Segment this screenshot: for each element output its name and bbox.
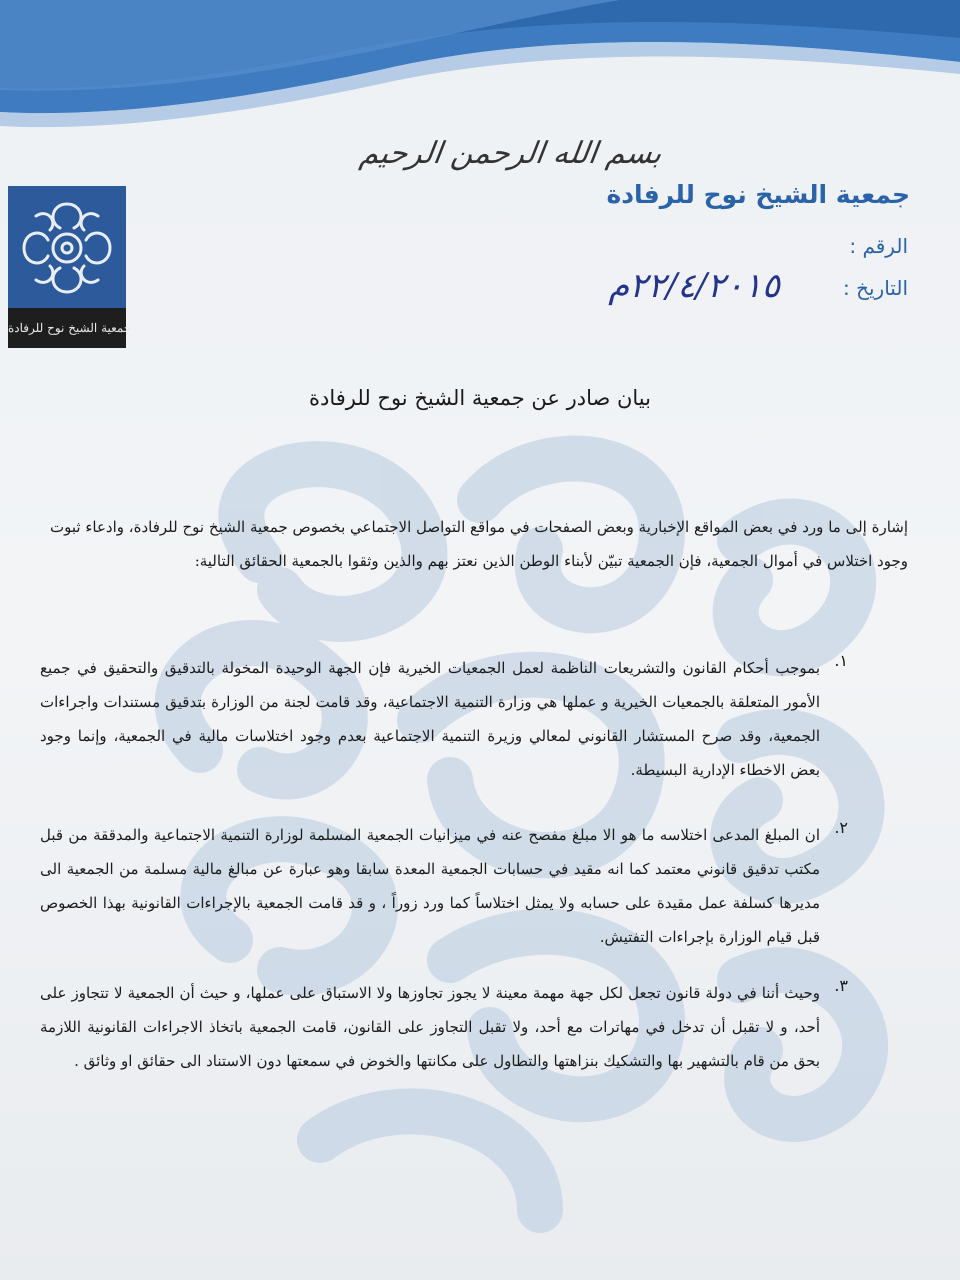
header-wave-band bbox=[0, 0, 960, 140]
item-number: ١. bbox=[834, 651, 848, 670]
item-number: ٣. bbox=[834, 976, 848, 995]
handwritten-date: ٢٢/٤/٢٠١٥م bbox=[608, 266, 780, 306]
intro-paragraph: إشارة إلى ما ورد في بعض المواقع الإخبارية وبعض الصفحات في مواقع التواصل الاجتماعي بخصوص جمعية الشيخ نوح للرفادة، وادعاء ثبوت وجود اختلاس في أموال الجمعية، فإن الجمعية تبيّن لأبناء الوطن الذين نعتز بهم والذين وثقوا بالجمعية الحقائق التالية: bbox=[50, 518, 908, 570]
logo-caption: جمعية الشيخ نوح للرفادة bbox=[8, 308, 126, 348]
list-item-text: بموجب أحكام القانون والتشريعات الناظمة لعمل الجمعيات الخيرية فإن الجهة الوحيدة المخولة بالتدقيق والتحقيق في جميع الأمور المتعلقة بالجمعيات الخيرية و عملها هي وزارة التنمية الاجتماعية، وقد قامت لجنة من الوزارة بتدقيق مستندات واجراءات الجمعية، وقد صرح المستشار القانوني لمعالي وزيرة التنمية الاجتماعية بعدم وجود اختلاسات مالية في الجمعية، وإنما وجود بعض الاخطاء الإدارية البسيطة. bbox=[40, 659, 820, 779]
org-logo bbox=[8, 186, 132, 348]
basmala-calligraphy: بسم الله الرحمن الرحيم bbox=[357, 136, 665, 171]
flower-emblem-icon bbox=[14, 192, 120, 304]
list-item-text: ان المبلغ المدعى اختلاسه ما هو الا مبلغ مفصح عنه في ميزانيات الجمعية المسلمة لوزارة التنمية الاجتماعية والمدققة من قبل مكتب تدقيق قانوني معتمد كما انه مقيد في حسابات الجمعية المعدة سابقا وهو عبارة عن مبالغ مالية مسلمة من الجمعية الى مديرها كسلفة عمل مقيدة على حسابه ولا يمثل اختلاساً كما ورد زوراً ، و قد قامت الجمعية بالإجراءات القانونية بهذا الخصوص قبل قيام الوزارة بإجراءات التفتيش. bbox=[40, 826, 820, 946]
list-item-text: وحيث أننا في دولة قانون تجعل لكل جهة مهمة معينة لا يجوز تجاوزها ولا الاستباق على عملها، و حيث أن الجمعية لا تتجاوز على أحد، و لا تقبل أن تدخل في مهاترات مع أحد، ولا تقبل التجاوز على القانون، قامت الجمعية باتخاذ الاجراءات القانونية اللازمة بحق من قام بالتشهير بها والتشكيك بنزاهتها والتطاول على مكانتها والخوض في سمعتها دون الاستناد الى حقائق او وثائق . bbox=[40, 984, 821, 1070]
statement-title: بيان صادر عن جمعية الشيخ نوح للرفادة bbox=[309, 386, 651, 410]
item-number: ٢. bbox=[834, 818, 848, 837]
org-name-heading: جمعية الشيخ نوح للرفادة bbox=[606, 180, 910, 209]
reference-number-label: الرقم : bbox=[849, 234, 908, 258]
date-label: التاريخ : bbox=[842, 276, 908, 300]
